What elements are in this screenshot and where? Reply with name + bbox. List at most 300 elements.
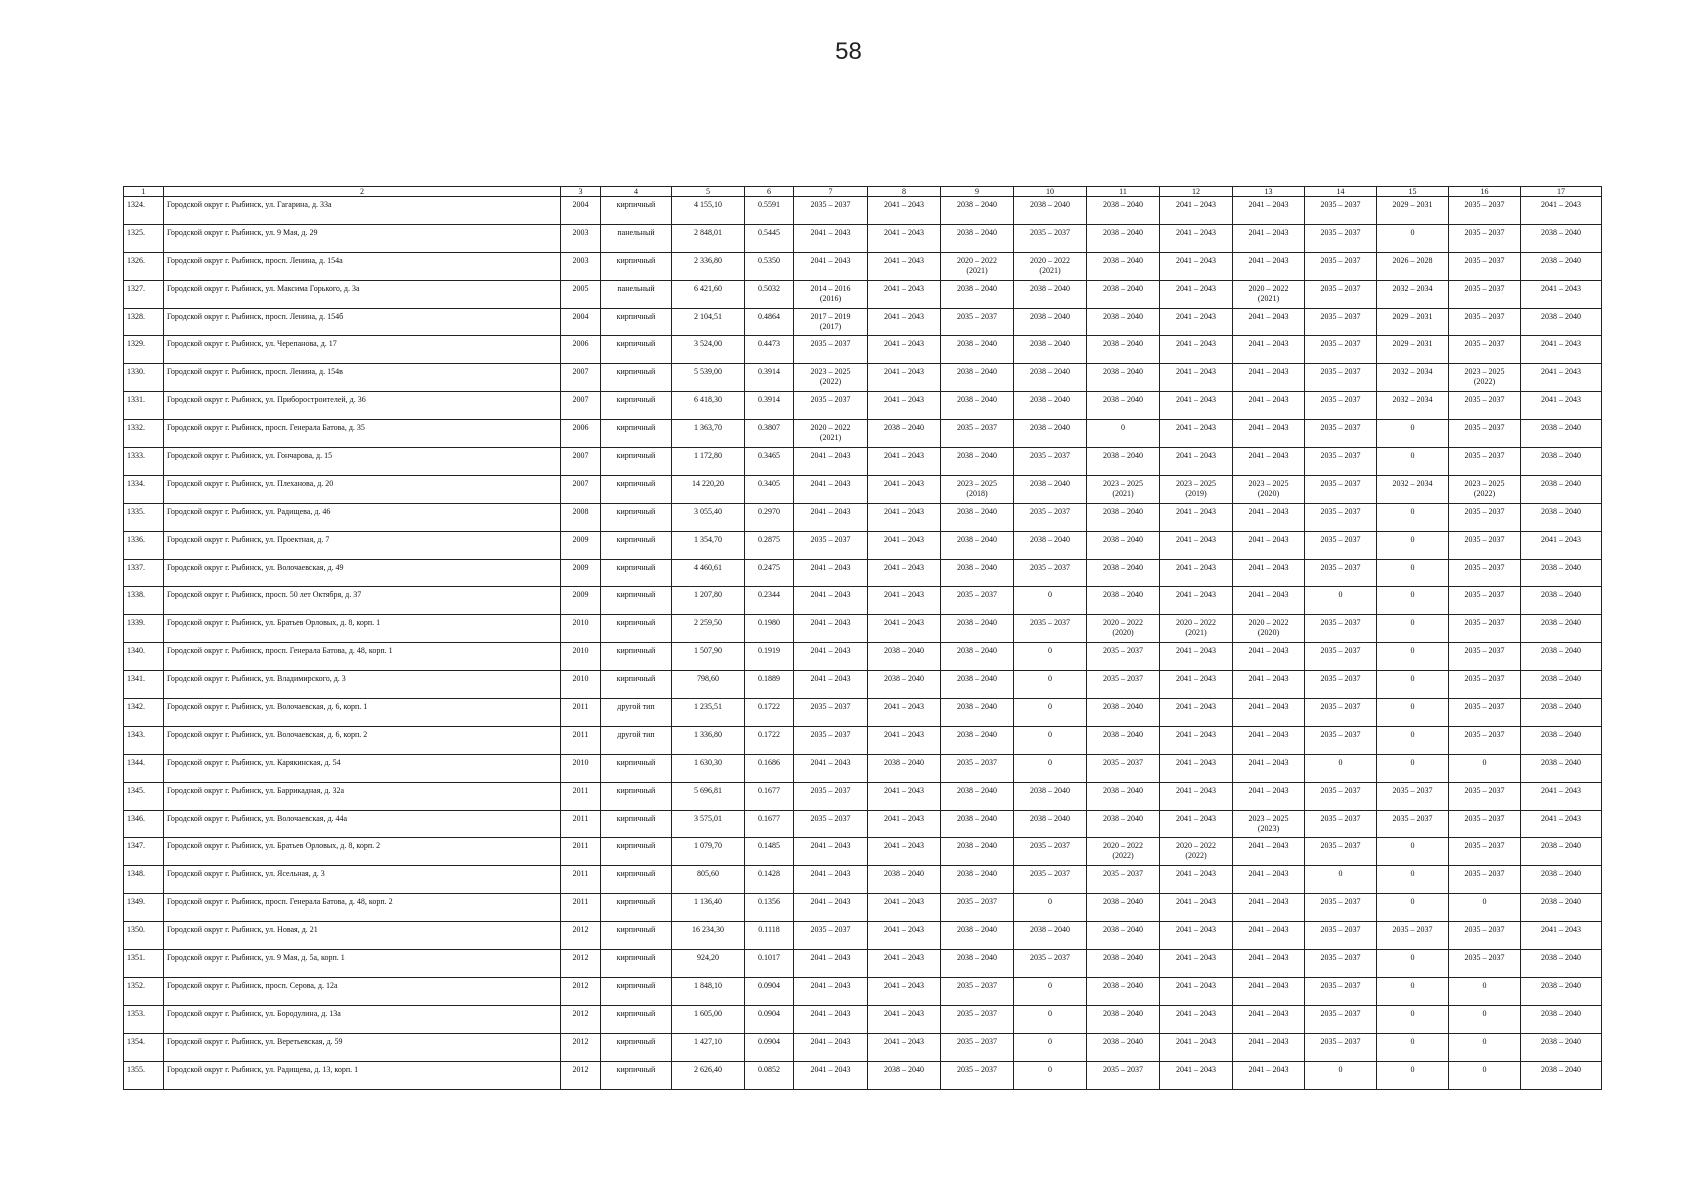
table-cell: 2035 – 2037 bbox=[1305, 420, 1377, 448]
table-cell: 2041 – 2043 bbox=[1233, 671, 1305, 699]
table-cell: 2038 – 2040 bbox=[1014, 197, 1087, 225]
table-cell: 2 848,01 bbox=[672, 224, 745, 252]
table-cell: 2017 – 2019 (2017) bbox=[794, 308, 868, 336]
table-cell: 0.1722 bbox=[745, 726, 794, 754]
column-header: 15 bbox=[1377, 187, 1449, 197]
table-cell: 2035 – 2037 bbox=[794, 726, 868, 754]
table-cell: 0 bbox=[1377, 420, 1449, 448]
table-cell: 2041 – 2043 bbox=[1233, 1033, 1305, 1061]
table-cell: 2038 – 2040 bbox=[1521, 587, 1602, 615]
table-cell: 2038 – 2040 bbox=[1087, 531, 1160, 559]
table-cell: 2035 – 2037 bbox=[1305, 671, 1377, 699]
table-cell: 2023 – 2025 (2021) bbox=[1087, 475, 1160, 503]
table-cell: 2041 – 2043 bbox=[1160, 392, 1233, 420]
table-cell: 2041 – 2043 bbox=[868, 531, 941, 559]
table-cell: 2041 – 2043 bbox=[1160, 810, 1233, 838]
table-cell: 1 079,70 bbox=[672, 838, 745, 866]
address-cell: Городской округ г. Рыбинск, ул. Ясельная, д. 3 bbox=[164, 866, 561, 894]
table-cell: 2035 – 2037 bbox=[1449, 392, 1521, 420]
table-cell: 2035 – 2037 bbox=[1377, 922, 1449, 950]
table-cell: 2003 bbox=[561, 224, 601, 252]
table-cell: 2041 – 2043 bbox=[1160, 336, 1233, 364]
table-cell: 2041 – 2043 bbox=[1233, 531, 1305, 559]
table-cell: 2041 – 2043 bbox=[868, 615, 941, 643]
row-number-cell: 1336. bbox=[124, 531, 164, 559]
row-number-cell: 1344. bbox=[124, 754, 164, 782]
table-cell: 2035 – 2037 bbox=[1305, 615, 1377, 643]
table-cell: кирпичный bbox=[601, 950, 672, 978]
table-cell: 2035 – 2037 bbox=[1087, 643, 1160, 671]
address-cell: Городской округ г. Рыбинск, ул. Гагарина, д. 33а bbox=[164, 197, 561, 225]
table-cell: 2038 – 2040 bbox=[941, 280, 1014, 308]
column-header: 12 bbox=[1160, 187, 1233, 197]
table-row bbox=[124, 531, 1602, 559]
table-cell: 2041 – 2043 bbox=[1521, 922, 1602, 950]
table-cell: 2038 – 2040 bbox=[1521, 1005, 1602, 1033]
table-cell: 2041 – 2043 bbox=[794, 615, 868, 643]
row-number-cell: 1346. bbox=[124, 810, 164, 838]
table-cell: 2041 – 2043 bbox=[1233, 559, 1305, 587]
row-number-cell: 1340. bbox=[124, 643, 164, 671]
table-cell: 2009 bbox=[561, 531, 601, 559]
table-cell: кирпичный bbox=[601, 531, 672, 559]
address-cell: Городской округ г. Рыбинск, ул. Максима Горького, д. 3а bbox=[164, 280, 561, 308]
table-cell: 2035 – 2037 bbox=[794, 810, 868, 838]
table-cell: 2012 bbox=[561, 1061, 601, 1089]
table-cell: 2010 bbox=[561, 615, 601, 643]
table-cell: кирпичный bbox=[601, 754, 672, 782]
column-header: 6 bbox=[745, 187, 794, 197]
table-cell: 2041 – 2043 bbox=[794, 448, 868, 476]
table-cell: 2041 – 2043 bbox=[1233, 420, 1305, 448]
table-cell: 2011 bbox=[561, 894, 601, 922]
address-cell: Городской округ г. Рыбинск, ул. Веретьевская, д. 59 bbox=[164, 1033, 561, 1061]
table-cell: 2012 bbox=[561, 1005, 601, 1033]
table-cell: 2041 – 2043 bbox=[868, 810, 941, 838]
table-cell: 2041 – 2043 bbox=[1160, 866, 1233, 894]
table-cell: 2041 – 2043 bbox=[1160, 643, 1233, 671]
table-cell: 0 bbox=[1377, 977, 1449, 1005]
table-cell: 2035 – 2037 bbox=[941, 1061, 1014, 1089]
table-cell: 2041 – 2043 bbox=[868, 1033, 941, 1061]
table-cell: 2038 – 2040 bbox=[1087, 280, 1160, 308]
table-cell: 0 bbox=[1377, 1061, 1449, 1089]
table-cell: 2035 – 2037 bbox=[1449, 531, 1521, 559]
table-cell: 2035 – 2037 bbox=[1014, 448, 1087, 476]
table-cell: 2009 bbox=[561, 587, 601, 615]
row-number-cell: 1332. bbox=[124, 420, 164, 448]
address-cell: Городской округ г. Рыбинск, просп. 50 лет Октября, д. 37 bbox=[164, 587, 561, 615]
table-cell: 2012 bbox=[561, 950, 601, 978]
table-row bbox=[124, 503, 1602, 531]
row-number-cell: 1325. bbox=[124, 224, 164, 252]
table-cell: 2041 – 2043 bbox=[868, 197, 941, 225]
table-cell: 2041 – 2043 bbox=[1521, 197, 1602, 225]
table-cell: 2041 – 2043 bbox=[1233, 503, 1305, 531]
row-number-cell: 1337. bbox=[124, 559, 164, 587]
address-cell: Городской округ г. Рыбинск, ул. Волочаевская, д. 44а bbox=[164, 810, 561, 838]
table-cell: 2035 – 2037 bbox=[1449, 503, 1521, 531]
table-cell: 2038 – 2040 bbox=[941, 810, 1014, 838]
table-cell: кирпичный bbox=[601, 977, 672, 1005]
table-cell: 2035 – 2037 bbox=[1305, 364, 1377, 392]
table-cell: 2035 – 2037 bbox=[1305, 922, 1377, 950]
table-cell: 2020 – 2022 (2021) bbox=[1160, 615, 1233, 643]
table-cell: 6 421,60 bbox=[672, 280, 745, 308]
table-cell: 2038 – 2040 bbox=[1521, 475, 1602, 503]
table-cell: 2041 – 2043 bbox=[1233, 308, 1305, 336]
table-cell: кирпичный bbox=[601, 922, 672, 950]
table-cell: 5 696,81 bbox=[672, 782, 745, 810]
table-cell: кирпичный bbox=[601, 448, 672, 476]
table-cell: 2041 – 2043 bbox=[868, 224, 941, 252]
column-header: 17 bbox=[1521, 187, 1602, 197]
table-cell: 2035 – 2037 bbox=[794, 336, 868, 364]
table-cell: 2038 – 2040 bbox=[1087, 308, 1160, 336]
table-cell: 2041 – 2043 bbox=[1233, 838, 1305, 866]
table-cell: 2041 – 2043 bbox=[1521, 782, 1602, 810]
table-cell: кирпичный bbox=[601, 1005, 672, 1033]
table-cell: 2041 – 2043 bbox=[868, 392, 941, 420]
table-cell: 2038 – 2040 bbox=[941, 866, 1014, 894]
table-cell: 2038 – 2040 bbox=[1087, 392, 1160, 420]
table-cell: 2038 – 2040 bbox=[868, 420, 941, 448]
table-cell: 2011 bbox=[561, 810, 601, 838]
table-cell: 2004 bbox=[561, 197, 601, 225]
table-cell: 2035 – 2037 bbox=[1305, 699, 1377, 727]
table-cell: 2035 – 2037 bbox=[1449, 782, 1521, 810]
address-cell: Городской округ г. Рыбинск, ул. Волочаевская, д. 6, корп. 2 bbox=[164, 726, 561, 754]
table-cell: 1 235,51 bbox=[672, 699, 745, 727]
table-cell: 2041 – 2043 bbox=[1160, 224, 1233, 252]
table-cell: 2038 – 2040 bbox=[1521, 224, 1602, 252]
table-cell: 2041 – 2043 bbox=[1521, 336, 1602, 364]
column-header: 16 bbox=[1449, 187, 1521, 197]
address-cell: Городской округ г. Рыбинск, ул. Плеханова, д. 20 bbox=[164, 475, 561, 503]
page-number: 58 bbox=[835, 38, 862, 65]
address-cell: Городской округ г. Рыбинск, ул. Братьев Орловых, д. 8, корп. 1 bbox=[164, 615, 561, 643]
table-cell: 0 bbox=[1014, 587, 1087, 615]
table-cell: 2035 – 2037 bbox=[1449, 615, 1521, 643]
table-cell: 2 336,80 bbox=[672, 252, 745, 280]
table-cell: 2041 – 2043 bbox=[868, 699, 941, 727]
table-cell: 2035 – 2037 bbox=[1305, 280, 1377, 308]
table-cell: кирпичный bbox=[601, 1061, 672, 1089]
table-cell: кирпичный bbox=[601, 336, 672, 364]
table-cell: 2035 – 2037 bbox=[1449, 866, 1521, 894]
table-cell: 6 418,30 bbox=[672, 392, 745, 420]
table-cell: 2041 – 2043 bbox=[794, 643, 868, 671]
table-cell: 2041 – 2043 bbox=[1160, 364, 1233, 392]
table-cell: 2035 – 2037 bbox=[1014, 615, 1087, 643]
table-row bbox=[124, 364, 1602, 392]
address-cell: Городской округ г. Рыбинск, ул. Черепанова, д. 17 bbox=[164, 336, 561, 364]
table-cell: 0.3465 bbox=[745, 448, 794, 476]
table-cell: 2041 – 2043 bbox=[1160, 977, 1233, 1005]
column-header: 14 bbox=[1305, 187, 1377, 197]
table-cell: 2012 bbox=[561, 922, 601, 950]
row-number-cell: 1338. bbox=[124, 587, 164, 615]
table-cell: 2006 bbox=[561, 420, 601, 448]
table-cell: 2041 – 2043 bbox=[868, 726, 941, 754]
table-cell: 2038 – 2040 bbox=[868, 643, 941, 671]
table-cell: 2038 – 2040 bbox=[941, 197, 1014, 225]
table-cell: 2038 – 2040 bbox=[1521, 726, 1602, 754]
table-cell: 2035 – 2037 bbox=[1014, 866, 1087, 894]
table-cell: 2041 – 2043 bbox=[794, 224, 868, 252]
table-cell: 0 bbox=[1377, 754, 1449, 782]
table-cell: 2035 – 2037 bbox=[1449, 197, 1521, 225]
table-cell: 2041 – 2043 bbox=[1160, 754, 1233, 782]
table-cell: 2041 – 2043 bbox=[1160, 587, 1233, 615]
table-cell: 2035 – 2037 bbox=[1449, 922, 1521, 950]
table-cell: 2035 – 2037 bbox=[794, 392, 868, 420]
table-cell: 2038 – 2040 bbox=[941, 782, 1014, 810]
table-body bbox=[124, 197, 1602, 1090]
table-cell: 2038 – 2040 bbox=[1521, 643, 1602, 671]
table-cell: 2041 – 2043 bbox=[868, 922, 941, 950]
table-cell: 2035 – 2037 bbox=[1377, 810, 1449, 838]
table-cell: 2035 – 2037 bbox=[1449, 252, 1521, 280]
table-cell: 2038 – 2040 bbox=[1087, 810, 1160, 838]
data-table bbox=[123, 186, 1602, 1090]
table-cell: 2041 – 2043 bbox=[1160, 420, 1233, 448]
column-header: 7 bbox=[794, 187, 868, 197]
table-cell: 0.5032 bbox=[745, 280, 794, 308]
table-cell: 2038 – 2040 bbox=[1087, 197, 1160, 225]
table-cell: 2035 – 2037 bbox=[1305, 448, 1377, 476]
table-cell: 2003 bbox=[561, 252, 601, 280]
table-cell: 0 bbox=[1449, 754, 1521, 782]
table-cell: 2006 bbox=[561, 336, 601, 364]
table-cell: 805,60 bbox=[672, 866, 745, 894]
table-cell: 0.3914 bbox=[745, 392, 794, 420]
table-cell: 2038 – 2040 bbox=[868, 671, 941, 699]
table-row bbox=[124, 726, 1602, 754]
address-cell: Городской округ г. Рыбинск, просп. Ленина, д. 154а bbox=[164, 252, 561, 280]
table-row bbox=[124, 336, 1602, 364]
table-cell: 0.3405 bbox=[745, 475, 794, 503]
table-cell: 2038 – 2040 bbox=[941, 503, 1014, 531]
table-cell: 0.1919 bbox=[745, 643, 794, 671]
table-cell: 2020 – 2022 (2021) bbox=[941, 252, 1014, 280]
table-cell: 0.1356 bbox=[745, 894, 794, 922]
table-cell: 2041 – 2043 bbox=[868, 894, 941, 922]
table-cell: 0.0904 bbox=[745, 1033, 794, 1061]
table-cell: 0 bbox=[1014, 1061, 1087, 1089]
table-cell: 2038 – 2040 bbox=[1087, 252, 1160, 280]
table-cell: 2038 – 2040 bbox=[1521, 699, 1602, 727]
table-cell: 2038 – 2040 bbox=[941, 643, 1014, 671]
table-row bbox=[124, 448, 1602, 476]
table-cell: 0 bbox=[1377, 448, 1449, 476]
table-row bbox=[124, 1061, 1602, 1089]
table-cell: 0 bbox=[1377, 559, 1449, 587]
table-cell: 2011 bbox=[561, 866, 601, 894]
table-row bbox=[124, 475, 1602, 503]
table-cell: 2041 – 2043 bbox=[1233, 336, 1305, 364]
table-cell: 0.5350 bbox=[745, 252, 794, 280]
table-cell: 0 bbox=[1014, 699, 1087, 727]
table-cell: 2035 – 2037 bbox=[1449, 643, 1521, 671]
table-cell: 2041 – 2043 bbox=[1160, 503, 1233, 531]
table-cell: 2023 – 2025 (2022) bbox=[1449, 364, 1521, 392]
table-cell: 1 172,80 bbox=[672, 448, 745, 476]
table-cell: 1 354,70 bbox=[672, 531, 745, 559]
table-cell: 2038 – 2040 bbox=[1087, 364, 1160, 392]
table-cell: 2020 – 2022 (2020) bbox=[1087, 615, 1160, 643]
table-cell: 2035 – 2037 bbox=[1014, 838, 1087, 866]
row-number-cell: 1354. bbox=[124, 1033, 164, 1061]
table-cell: 2041 – 2043 bbox=[1160, 782, 1233, 810]
table-cell: 2038 – 2040 bbox=[1087, 950, 1160, 978]
table-cell: 2038 – 2040 bbox=[1521, 559, 1602, 587]
table-cell: 2035 – 2037 bbox=[1305, 224, 1377, 252]
table-cell: кирпичный bbox=[601, 503, 672, 531]
address-cell: Городской округ г. Рыбинск, ул. Карякинская, д. 54 bbox=[164, 754, 561, 782]
table-cell: 2041 – 2043 bbox=[1521, 280, 1602, 308]
table-cell: 2038 – 2040 bbox=[1087, 1033, 1160, 1061]
table-cell: 2038 – 2040 bbox=[941, 671, 1014, 699]
table-cell: 2020 – 2022 (2021) bbox=[1014, 252, 1087, 280]
table-cell: 2041 – 2043 bbox=[868, 1005, 941, 1033]
table-cell: 2007 bbox=[561, 475, 601, 503]
table-cell: 1 427,10 bbox=[672, 1033, 745, 1061]
table-cell: 2035 – 2037 bbox=[1014, 559, 1087, 587]
table-cell: 2035 – 2037 bbox=[1305, 810, 1377, 838]
table-cell: 2041 – 2043 bbox=[868, 977, 941, 1005]
table-cell: 2035 – 2037 bbox=[1449, 726, 1521, 754]
table-cell: 0.2970 bbox=[745, 503, 794, 531]
table-cell: 4 460,61 bbox=[672, 559, 745, 587]
table-cell: 2041 – 2043 bbox=[1233, 252, 1305, 280]
table-cell: 2038 – 2040 bbox=[1087, 699, 1160, 727]
table-cell: 2035 – 2037 bbox=[1305, 503, 1377, 531]
table-cell: 2020 – 2022 (2021) bbox=[794, 420, 868, 448]
table-cell: 2035 – 2037 bbox=[1305, 977, 1377, 1005]
table-cell: 2041 – 2043 bbox=[1160, 726, 1233, 754]
table-cell: 0.1889 bbox=[745, 671, 794, 699]
table-cell: кирпичный bbox=[601, 838, 672, 866]
table-cell: 2035 – 2037 bbox=[1087, 754, 1160, 782]
address-cell: Городской округ г. Рыбинск, просп. Серова, д. 12а bbox=[164, 977, 561, 1005]
table-cell: 2041 – 2043 bbox=[794, 1033, 868, 1061]
table-cell: 2041 – 2043 bbox=[794, 894, 868, 922]
row-number-cell: 1341. bbox=[124, 671, 164, 699]
row-number-cell: 1328. bbox=[124, 308, 164, 336]
table-cell: 2041 – 2043 bbox=[794, 950, 868, 978]
column-header: 3 bbox=[561, 187, 601, 197]
table-cell: 0.5591 bbox=[745, 197, 794, 225]
table-cell: кирпичный bbox=[601, 1033, 672, 1061]
table-cell: 2035 – 2037 bbox=[1449, 587, 1521, 615]
table-cell: кирпичный bbox=[601, 197, 672, 225]
row-number-cell: 1343. bbox=[124, 726, 164, 754]
table-cell: 1 507,90 bbox=[672, 643, 745, 671]
table-cell: 0 bbox=[1449, 1005, 1521, 1033]
table-cell: 2041 – 2043 bbox=[1233, 224, 1305, 252]
table-cell: 2041 – 2043 bbox=[1233, 392, 1305, 420]
table-cell: 2038 – 2040 bbox=[1521, 1061, 1602, 1089]
table-cell: 2023 – 2025 (2023) bbox=[1233, 810, 1305, 838]
table-cell: 0 bbox=[1014, 894, 1087, 922]
table-cell: 0.1017 bbox=[745, 950, 794, 978]
table-cell: 3 055,40 bbox=[672, 503, 745, 531]
table-cell: 2038 – 2040 bbox=[1087, 1005, 1160, 1033]
table-cell: 2041 – 2043 bbox=[794, 1005, 868, 1033]
table-cell: 0 bbox=[1377, 838, 1449, 866]
table-row bbox=[124, 838, 1602, 866]
table-cell: кирпичный bbox=[601, 671, 672, 699]
table-cell: 2023 – 2025 (2019) bbox=[1160, 475, 1233, 503]
table-cell: 2041 – 2043 bbox=[1233, 643, 1305, 671]
table-cell: 2023 – 2025 (2022) bbox=[794, 364, 868, 392]
table-cell: 2041 – 2043 bbox=[1160, 531, 1233, 559]
table-cell: 2038 – 2040 bbox=[1521, 671, 1602, 699]
table-cell: 2035 – 2037 bbox=[794, 699, 868, 727]
table-cell: 2038 – 2040 bbox=[1014, 810, 1087, 838]
table-cell: 0 bbox=[1377, 643, 1449, 671]
table-cell: 2041 – 2043 bbox=[794, 252, 868, 280]
table-cell: 2007 bbox=[561, 392, 601, 420]
column-header: 4 bbox=[601, 187, 672, 197]
table-cell: 1 848,10 bbox=[672, 977, 745, 1005]
table-cell: 2038 – 2040 bbox=[941, 726, 1014, 754]
table-cell: 2035 – 2037 bbox=[1449, 950, 1521, 978]
table-cell: 0 bbox=[1014, 977, 1087, 1005]
row-number-cell: 1331. bbox=[124, 392, 164, 420]
table-cell: 2041 – 2043 bbox=[1233, 754, 1305, 782]
row-number-cell: 1326. bbox=[124, 252, 164, 280]
table-cell: 2035 – 2037 bbox=[1305, 392, 1377, 420]
table-cell: 2038 – 2040 bbox=[1087, 922, 1160, 950]
table-cell: 2041 – 2043 bbox=[868, 950, 941, 978]
table-cell: 2041 – 2043 bbox=[1233, 922, 1305, 950]
table-cell: 2029 – 2031 bbox=[1377, 308, 1449, 336]
table-cell: 2020 – 2022 (2022) bbox=[1087, 838, 1160, 866]
table-cell: 2020 – 2022 (2022) bbox=[1160, 838, 1233, 866]
row-number-cell: 1355. bbox=[124, 1061, 164, 1089]
table-cell: 2011 bbox=[561, 838, 601, 866]
row-number-cell: 1327. bbox=[124, 280, 164, 308]
table-cell: 2041 – 2043 bbox=[868, 252, 941, 280]
table-cell: кирпичный bbox=[601, 252, 672, 280]
table-cell: 2035 – 2037 bbox=[1449, 838, 1521, 866]
table-cell: 2041 – 2043 bbox=[868, 448, 941, 476]
table-cell: 2035 – 2037 bbox=[1305, 894, 1377, 922]
table-cell: 2038 – 2040 bbox=[1014, 392, 1087, 420]
table-row bbox=[124, 615, 1602, 643]
table-cell: 2041 – 2043 bbox=[1160, 894, 1233, 922]
table-row bbox=[124, 197, 1602, 225]
table-cell: 2035 – 2037 bbox=[1449, 699, 1521, 727]
table-cell: 0 bbox=[1305, 754, 1377, 782]
table-cell: 0.2875 bbox=[745, 531, 794, 559]
table-cell: 2038 – 2040 bbox=[1014, 475, 1087, 503]
table-cell: 0.1485 bbox=[745, 838, 794, 866]
table-cell: 2041 – 2043 bbox=[868, 280, 941, 308]
table-cell: 2035 – 2037 bbox=[1305, 559, 1377, 587]
table-cell: 2041 – 2043 bbox=[794, 1061, 868, 1089]
row-number-cell: 1324. bbox=[124, 197, 164, 225]
table-row bbox=[124, 810, 1602, 838]
table-cell: кирпичный bbox=[601, 810, 672, 838]
table-cell: 1 336,80 bbox=[672, 726, 745, 754]
table-cell: 2008 bbox=[561, 503, 601, 531]
table-cell: 2014 – 2016 (2016) bbox=[794, 280, 868, 308]
table-cell: 2038 – 2040 bbox=[868, 866, 941, 894]
table-cell: 2041 – 2043 bbox=[1233, 1061, 1305, 1089]
